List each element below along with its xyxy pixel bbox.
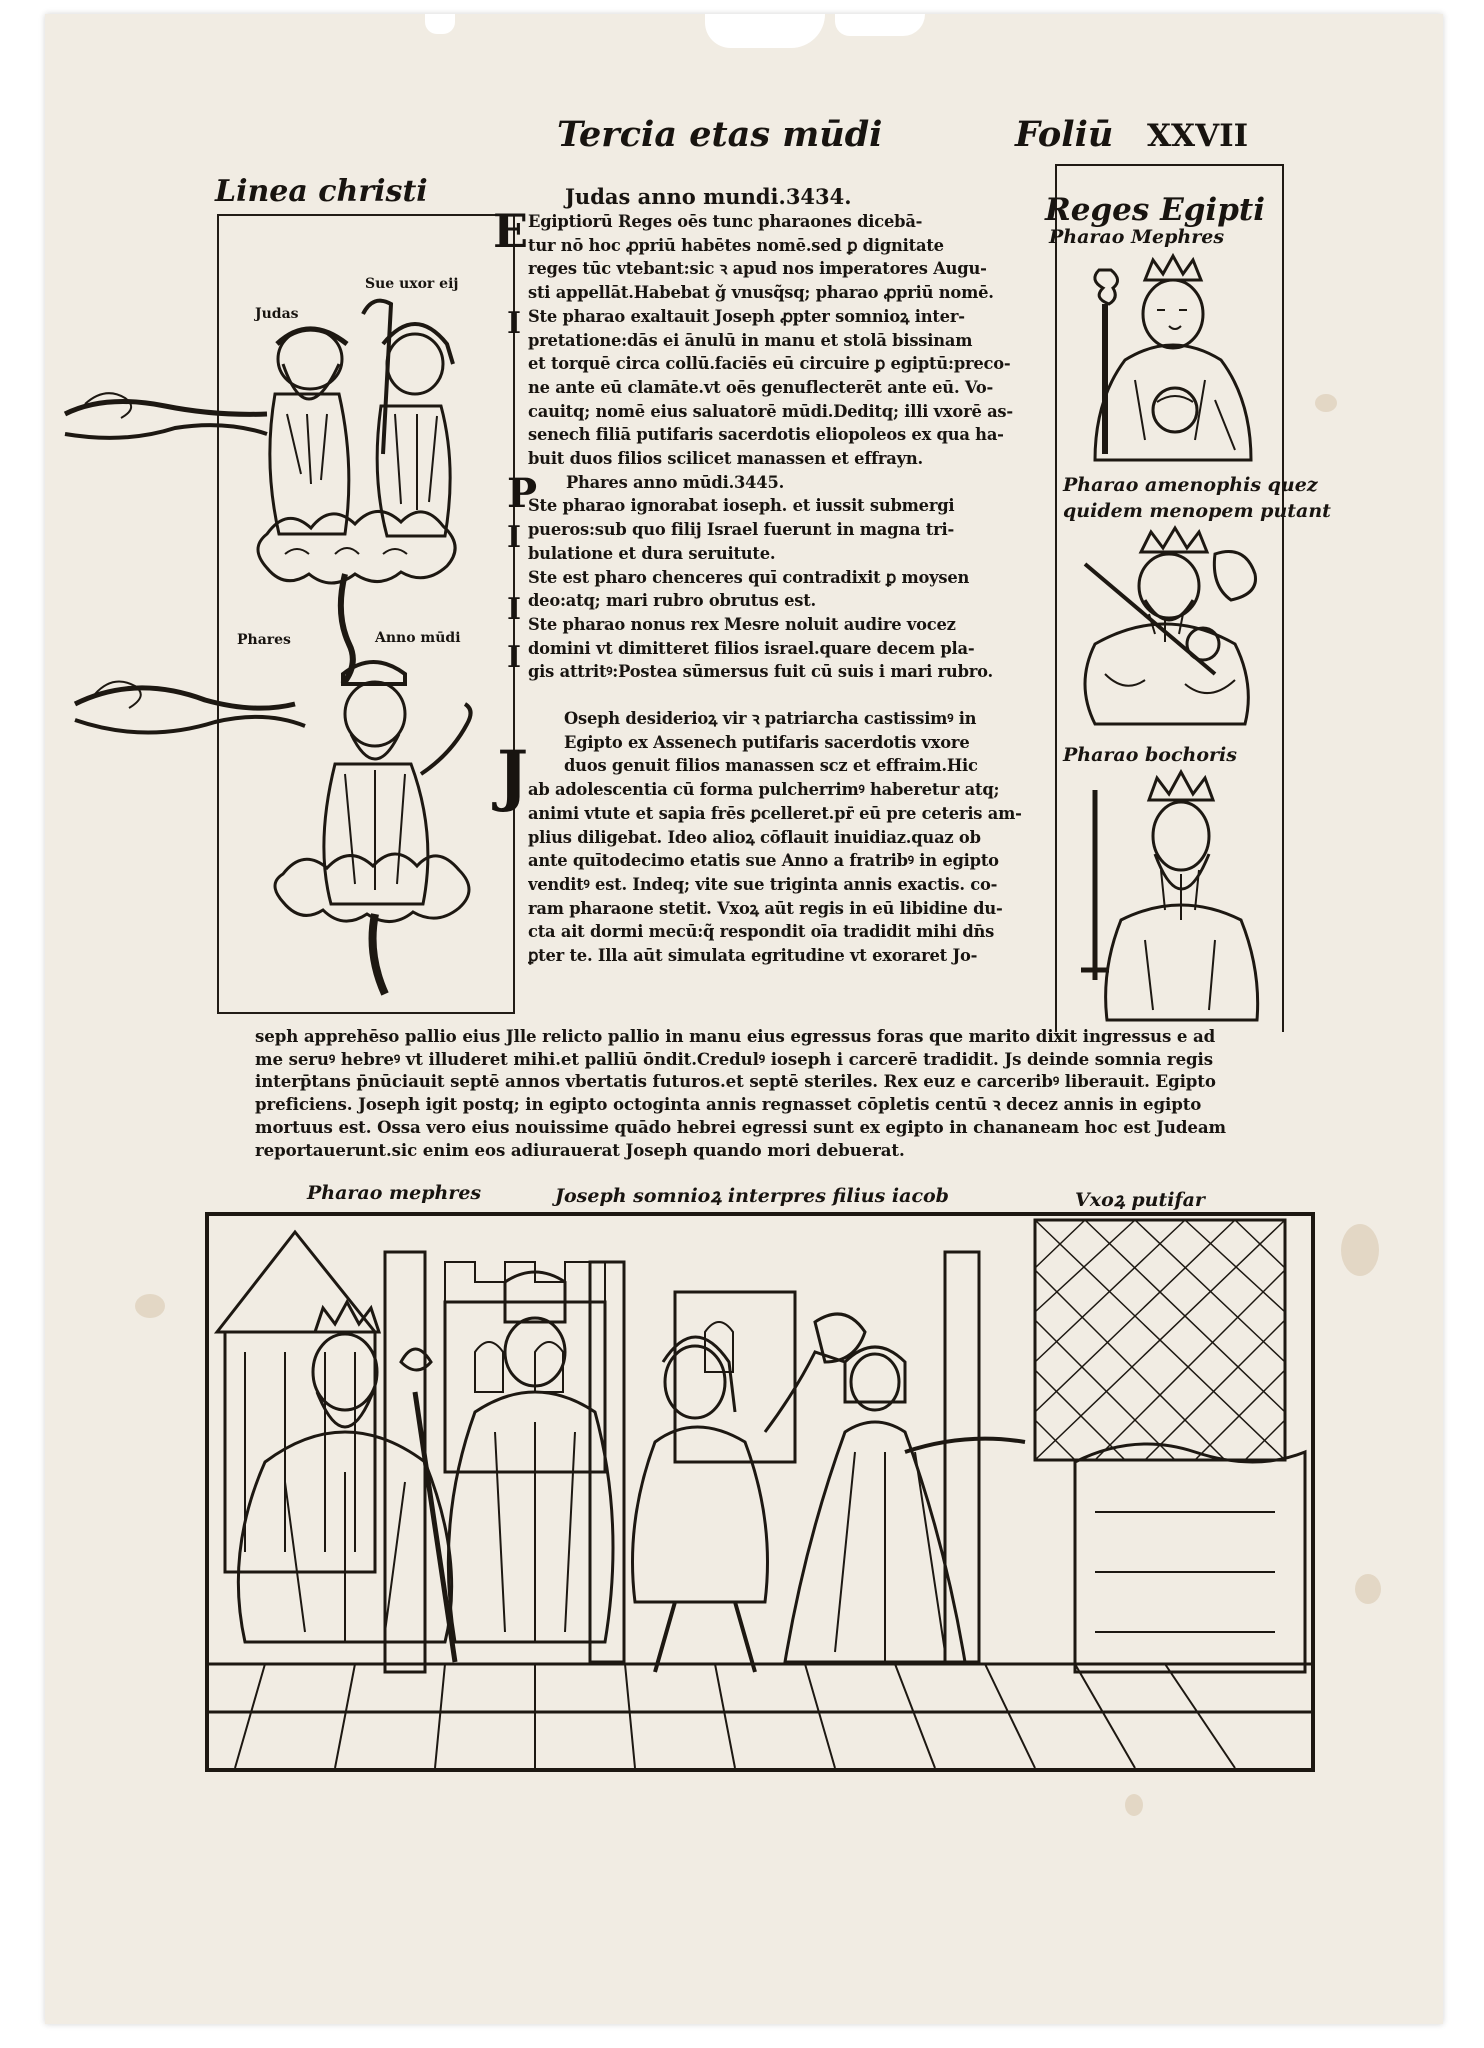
text-line: reges tūc vtebant:sic ꝛ apud nos imperatores Augu-: [528, 259, 987, 279]
text-line: plius diligebat. Ideo alioꝝ cōflauit inuidiaz.quaz ob: [528, 827, 981, 847]
label-phares: Phares: [237, 632, 291, 648]
text-line: bulatione et dura seruitute.: [528, 543, 776, 563]
full-width-text: [255, 1025, 1315, 1161]
text-line: ꝑter te. Illa aūt simulata egritudine vt exoraret Jo-: [528, 946, 978, 966]
text-line: venditꝰ est. Indeq; vite sue triginta annis exactis. co-: [528, 874, 998, 894]
folio-label: Foliū: [1015, 114, 1114, 155]
text-line: ram pharaone stetit. Vxoꝝ aūt regis in eū libidine du-: [528, 898, 1003, 918]
text-line: Egipto ex Assenech putifaris sacerdotis vxore: [564, 732, 970, 752]
text-line: seph apprehēso pallio eius Jlle relicto pallio in manu eius egressus foras que marito dixit ingressus e ad: [255, 1026, 1216, 1046]
initial-letter-i: I: [507, 306, 522, 341]
paragraph-gap: [528, 684, 1058, 707]
text-line: interp̄tans p̄nūciauit septē annos vbertatis futuros.et septē steriles. Rex euz e carceribꝰ liberauit. Egipto: [255, 1071, 1216, 1092]
label-uxor: Sue uxor eij: [365, 276, 459, 292]
initial-letter-p: P: [507, 470, 538, 517]
pharao-mephres-portrait: [1065, 250, 1275, 462]
label-judas: Judas: [255, 306, 299, 322]
label-anno: Anno mūdi: [375, 630, 461, 646]
foxing-stain: [1315, 394, 1337, 412]
caption-pharao-amenophis: Pharao amenophis quez: [1063, 474, 1318, 496]
pharao-bochoris-portrait: [1065, 770, 1275, 1030]
text-line: mortuus est. Ossa vero eius nouissime quādo hebrei egressi sunt ex egipto in chananeam hoc est Judeam: [255, 1116, 1226, 1137]
caption-pharao-bochoris: Pharao bochoris: [1063, 744, 1237, 766]
caption-pharao-mephres: Pharao Mephres: [1049, 226, 1225, 248]
text-line: preficiens. Joseph igit postq; in egipto octoginta annis regnasset cōpletis centū ꝛ decez annis in egipto: [255, 1094, 1202, 1115]
reges-egipti-heading: Reges Egipti: [1045, 192, 1265, 228]
linea-christi-heading: Linea christi: [215, 174, 428, 209]
joseph-woodcut-illustration: [205, 1212, 1315, 1772]
year-heading-phares: Phares anno mūdi.3445.: [566, 472, 785, 492]
text-line: senech filiā putifaris sacerdotis eliopoleos ex qua ha-: [528, 425, 1004, 445]
caption-pharao-amenophis-2: quidem menopem putant: [1063, 500, 1331, 522]
text-line: Ste est pharo chenceres quī contradixit ꝑ moysen: [528, 567, 970, 587]
caption-uxor-putifar: Vxoꝝ putifar: [1075, 1189, 1205, 1211]
text-line: ab adolescentia cū forma pulcherrimꝰ haberetur atq;: [528, 780, 1000, 800]
text-line: sti appellāt.Habebat ǧ vnusq̃sq; pharao ꝓpriū nomē.: [528, 283, 994, 303]
foxing-stain: [1341, 1224, 1379, 1276]
text-line: duos genuit filios manassen scz et effraim.Hic: [564, 756, 978, 776]
text-line: Egiptiorū Reges oēs tunc pharaones dicebā-: [528, 212, 923, 231]
caption-joseph-scene: Joseph somnioꝝ interpres filius iacob: [555, 1185, 949, 1207]
text-line: et torquē circa collū.faciēs eū circuire ꝑ egiptū:preco-: [528, 354, 1011, 374]
text-line: domini vt dimitteret filios israel.quare decem pla-: [528, 638, 975, 658]
folio-number: XXVII: [1147, 118, 1249, 154]
text-line: gis attritꝰ:Postea sūmersus fuit cū suis i mari rubro.: [528, 662, 993, 682]
caption-pharao-mephres-scene: Pharao mephres: [307, 1182, 482, 1204]
text-line: me seruꝰ hebreꝰ vt illuderet mihi.et palliū ōndit.Credulꝰ ioseph i carcerē tradidit. Js deinde somnia regis: [255, 1048, 1213, 1069]
text-line: pretatione:dās ei ānulū in manu et stolā bissinam: [528, 330, 973, 350]
text-line: pueros:sub quo filij Israel fuerunt in magna tri-: [528, 520, 955, 540]
printed-page: [45, 14, 1443, 2024]
foxing-stain: [1355, 1574, 1381, 1604]
text-line: cauitq; nomē eius saluatorē mūdi.Deditq; illi vxorē as-: [528, 401, 1013, 421]
initial-letter-i: I: [507, 640, 522, 675]
text-line: Ste pharao ignorabat ioseph. et iussit submergi: [528, 496, 955, 516]
text-line: animi vtute et sapia frēs ꝑcelleret.pr̄ eū pre ceteris am-: [528, 803, 1022, 823]
text-line: buit duos filios scilicet manassen et effrayn.: [528, 449, 924, 469]
text-line: Ste pharao nonus rex Mesre noluit audire vocez: [528, 614, 956, 634]
text-line: tur nō hoc ꝓpriū habētes nomē.sed ꝑ dignitate: [528, 235, 944, 255]
text-line: reportauerunt.sic enim eos adiurauerat Joseph quando mori debuerat.: [255, 1139, 905, 1160]
genealogy-woodcut: [45, 14, 525, 1024]
text-line: Oseph desiderioꝝ vir ꝛ patriarcha castissimꝰ in: [564, 709, 977, 729]
torn-edge: [835, 14, 925, 36]
text-line: Ste pharao exaltauit Joseph ꝓpter somnioꝝ inter-: [528, 306, 965, 326]
right-column-rule: [1282, 164, 1284, 1032]
initial-letter-e: E: [493, 204, 529, 258]
judas-year-heading: Judas anno mundi.3434.: [565, 184, 852, 209]
text-line: ne ante eū clamāte.vt oēs genuflecterēt ante eū. Vo-: [528, 377, 994, 397]
initial-letter-i: I: [507, 520, 522, 555]
text-line: deo:atq; mari rubro obrutus est.: [528, 591, 817, 611]
page-title: Tercia etas mūdi: [557, 114, 883, 155]
text-line: ante quītodecimo etatis sue Anno a fratribꝰ in egipto: [528, 851, 999, 871]
text-line: cta ait dormi mecū:q̃ respondit oīa tradidit mihi dn̄s: [528, 922, 995, 942]
pharao-amenophis-portrait: [1065, 524, 1275, 734]
torn-edge: [705, 14, 825, 48]
foxing-stain: [1125, 1794, 1143, 1816]
main-text-column: [528, 210, 1058, 968]
initial-letter-j: J: [497, 736, 529, 814]
foxing-stain: [135, 1294, 165, 1318]
initial-letter-i: I: [507, 592, 522, 627]
right-column-top-rule: [1055, 164, 1284, 166]
